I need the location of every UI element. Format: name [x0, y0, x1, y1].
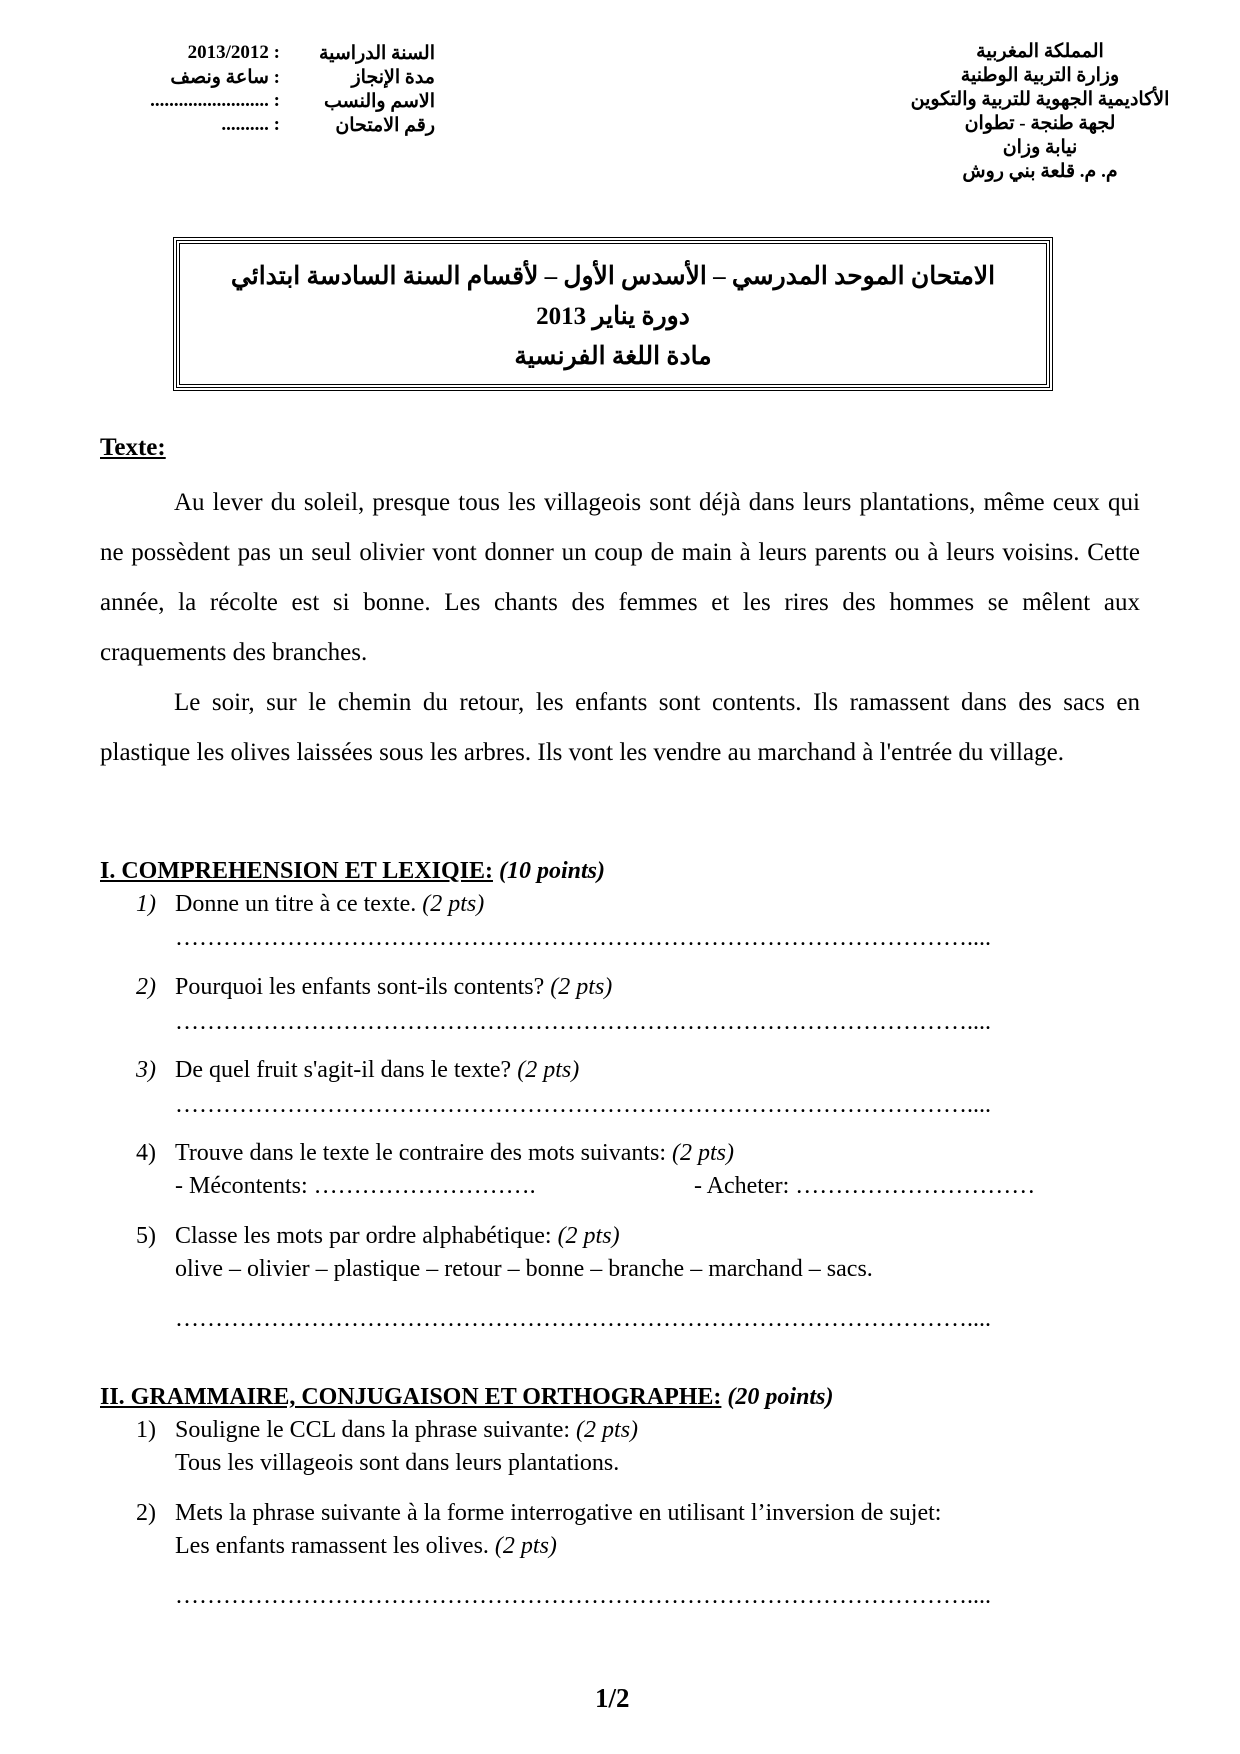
question-text: Donne un titre à ce texte.	[175, 891, 417, 917]
question-points: (2 pts)	[557, 1223, 620, 1249]
exam-session: دورة يناير 2013	[536, 303, 690, 330]
question-3	[136, 1054, 579, 1087]
opposite-word-1: - Mécontents: ……………………….	[175, 1173, 536, 1199]
info-row-duration	[95, 66, 435, 90]
answer-line: ………………………………………………………………………………………....	[175, 925, 991, 951]
question-number: 1)	[136, 1417, 156, 1443]
info-value: : ساعة ونصف	[170, 67, 280, 88]
section-title: I. COMPREHENSION ET LEXIQIE:	[100, 858, 493, 884]
question-2	[136, 971, 612, 1004]
answer-line: ………………………………………………………………………………………....	[175, 1583, 991, 1609]
question-number: 3)	[136, 1057, 156, 1083]
header-line: نيابة وزان	[1002, 137, 1078, 158]
answer-line: ………………………………………………………………………………………....	[175, 1306, 991, 1332]
grammar-question-2	[136, 1497, 941, 1563]
question-number: 5)	[136, 1223, 156, 1249]
exam-title-box	[176, 240, 1050, 388]
question-number: 2)	[136, 1500, 156, 1526]
info-label: الاسم والنسب	[323, 91, 435, 112]
section-2-heading	[100, 1384, 833, 1411]
question-number: 1)	[136, 891, 156, 917]
question-points: (2 pts)	[576, 1417, 639, 1443]
info-value: : .........................	[150, 90, 280, 111]
section-points: (20 points)	[727, 1384, 834, 1410]
info-row-name	[95, 90, 435, 114]
header-line: لجهة طنجة - تطوان	[964, 113, 1116, 134]
question-points: (2 pts)	[550, 974, 613, 1000]
question-points: (2 pts)	[422, 891, 485, 917]
question-text: Mets la phrase suivante à la forme interrogative en utilisant l’inversion de sujet:	[175, 1500, 942, 1526]
info-value: : 2013/2012	[187, 42, 280, 63]
info-row-exam-number	[95, 114, 435, 138]
section-title: II. GRAMMAIRE, CONJUGAISON ET ORTHOGRAPHE:	[100, 1384, 722, 1410]
texte-heading: Texte:	[100, 434, 166, 461]
header-line: م. م. قلعة بني روش	[962, 161, 1118, 182]
texte-paragraph-1	[100, 478, 1140, 678]
question-number: 4)	[136, 1140, 156, 1166]
question-points: (2 pts)	[517, 1057, 580, 1083]
question-text: Classe les mots par ordre alphabétique:	[175, 1223, 552, 1249]
paragraph-text: Au lever du soleil, presque tous les villageois sont déjà dans leurs plantations, même ceux qui ne possèdent pas un seul olivier vont donner un coup de main à leurs parents ou à leurs voisins. Cette année, la récolte est si bonne. Les chants des femmes et les rires des hommes se mêlent aux craquements des branches.	[100, 489, 1140, 666]
exam-subject: مادة اللغة الفرنسية	[514, 343, 712, 370]
opposite-word-2: - Acheter: …………………………	[694, 1173, 1036, 1199]
header-line: المملكة المغربية	[976, 41, 1104, 62]
header-info	[95, 42, 435, 138]
info-value: : ..........	[221, 114, 280, 135]
question-text: Pourquoi les enfants sont-ils contents?	[175, 974, 545, 1000]
question-sentence: Les enfants ramassent les olives.	[175, 1533, 489, 1559]
question-text: De quel fruit s'agit-il dans le texte?	[175, 1057, 512, 1083]
info-label: رقم الامتحان	[335, 115, 435, 136]
info-label: السنة الدراسية	[318, 43, 435, 64]
info-label: مدة الإنجاز	[351, 67, 435, 88]
header-institution	[880, 40, 1200, 184]
word-list: olive – olivier – plastique – retour – bonne – branche – marchand – sacs.	[175, 1256, 873, 1282]
question-1	[136, 888, 484, 921]
texte-paragraph-2	[100, 678, 1140, 778]
section-points: (10 points)	[498, 858, 605, 884]
exam-title: الامتحان الموحد المدرسي – الأسدس الأول – لأقسام السنة السادسة ابتدائي	[230, 263, 996, 290]
answer-line: ………………………………………………………………………………………....	[175, 1092, 991, 1118]
question-sentence: Tous les villageois sont dans leurs plantations.	[175, 1450, 620, 1476]
info-row-year	[95, 42, 435, 66]
question-4	[136, 1137, 1075, 1203]
question-5	[136, 1220, 873, 1286]
answer-line: ………………………………………………………………………………………....	[175, 1009, 991, 1035]
question-text: Trouve dans le texte le contraire des mots suivants:	[175, 1140, 667, 1166]
question-points: (2 pts)	[494, 1533, 557, 1559]
question-number: 2)	[136, 974, 156, 1000]
grammar-question-1	[136, 1414, 638, 1480]
header-line: الأكاديمية الجهوية للتربية والتكوين	[910, 89, 1170, 110]
page-number: 1/2	[595, 1683, 630, 1713]
question-text: Souligne le CCL dans la phrase suivante:	[175, 1417, 571, 1443]
section-1-heading	[100, 858, 605, 885]
paragraph-text: Le soir, sur le chemin du retour, les enfants sont contents. Ils ramassent dans des sacs en plastique les olives laissées sous les arbres. Ils vont les vendre au marchand à l'entrée du village.	[100, 689, 1140, 766]
question-points: (2 pts)	[672, 1140, 735, 1166]
header-line: وزارة التربية الوطنية	[960, 65, 1120, 86]
